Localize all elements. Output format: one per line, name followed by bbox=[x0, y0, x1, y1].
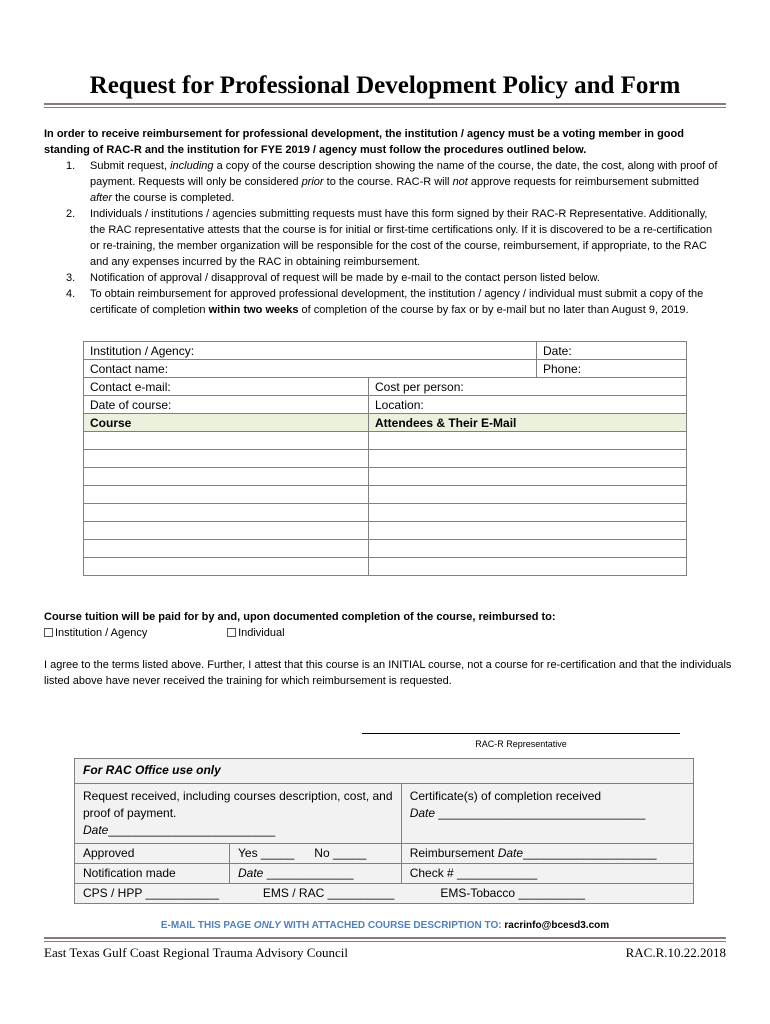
intro-lead: In order to receive reimbursement for professional development, the institution / agency must be a voting member in good standing of RAC-R and the institution for FYE 2019 / agency must follow the procedures outlined below. bbox=[44, 128, 684, 156]
option-institution[interactable]: Institution / Agency bbox=[44, 625, 224, 641]
certificate-cell[interactable]: Certificate(s) of completion received Date _______________________________ bbox=[401, 784, 693, 844]
tuition-section bbox=[44, 609, 556, 641]
checkbox-individual[interactable] bbox=[227, 628, 236, 637]
page-title: Request for Professional Development Policy and Form bbox=[89, 72, 681, 99]
table-row bbox=[84, 432, 687, 450]
reimbursement-date-cell[interactable]: Reimbursement Date____________________ bbox=[401, 844, 693, 864]
date-of-course-field[interactable]: Date of course: bbox=[84, 396, 369, 414]
yes-no-cell[interactable]: Yes _____ No _____ bbox=[230, 844, 402, 864]
footer-rule bbox=[44, 937, 726, 942]
phone-field[interactable]: Phone: bbox=[537, 360, 687, 378]
notification-date-cell[interactable]: Date _____________ bbox=[230, 864, 402, 884]
office-use-table bbox=[74, 758, 694, 904]
table-row bbox=[84, 504, 687, 522]
table-row bbox=[84, 468, 687, 486]
footer-form-code: RAC.R.10.22.2018 bbox=[625, 945, 726, 960]
checkbox-institution[interactable] bbox=[44, 628, 53, 637]
cost-field[interactable]: Cost per person: bbox=[369, 378, 687, 396]
signature-line[interactable] bbox=[362, 733, 680, 734]
check-number-cell[interactable]: Check # ____________ bbox=[401, 864, 693, 884]
notification-label: Notification made bbox=[75, 864, 230, 884]
table-row bbox=[84, 450, 687, 468]
footer-organization: East Texas Gulf Coast Regional Trauma Advisory Council bbox=[44, 945, 348, 960]
approved-label: Approved bbox=[75, 844, 230, 864]
title-rule bbox=[44, 103, 726, 108]
contact-name-field[interactable]: Contact name: bbox=[84, 360, 537, 378]
funding-codes-row[interactable]: CPS / HPP ___________ EMS / RAC __________ EMS-Tobacco __________ bbox=[75, 884, 694, 904]
table-row bbox=[84, 486, 687, 504]
date-field[interactable]: Date: bbox=[537, 342, 687, 360]
email-instruction: E-MAIL THIS PAGE ONLY WITH ATTACHED COURSE DESCRIPTION TO: racrinfo@bcesd3.com bbox=[160, 920, 610, 931]
institution-field[interactable]: Institution / Agency: bbox=[84, 342, 537, 360]
location-field[interactable]: Location: bbox=[369, 396, 687, 414]
list-item: 4. To obtain reimbursement for approved professional development, the institution / agency / individual must submit a copy of the certificate of completion within two weeks of completion of the course by fax or by e-mail but no later than August 9, 2019. bbox=[66, 288, 704, 316]
option-individual[interactable]: Individual bbox=[227, 625, 284, 641]
course-header: Course bbox=[84, 414, 369, 432]
list-item: 3. Notification of approval / disapproval of request will be made by e-mail to the contact person listed below. bbox=[66, 272, 600, 284]
contact-email-field[interactable]: Contact e-mail: bbox=[84, 378, 369, 396]
list-item: 2. Individuals / institutions / agencies submitting requests must have this form signed by their RAC-R Representative. Additionally, the RAC representative attests that the course is for initial or first-time certifications only. If it is discovered to be a re-certification or re-training, the member organization will be responsible for the cost of the course, reimbursement, if appropriate, to the RAC and any expenses incurred by the RAC in obtaining reimbursement. bbox=[66, 208, 713, 268]
email-address-link[interactable]: racrinfo@bcesd3.com bbox=[504, 920, 610, 931]
intro-section bbox=[44, 126, 724, 318]
request-form-table bbox=[83, 341, 687, 576]
list-item: 1. Submit request, including a copy of the course description showing the name of the course, the date, the cost, along with proof of payment. Requests will only be considered prior to the course. RAC-R will not approve requests for reimbursement submitted after the course is completed. bbox=[66, 160, 718, 204]
signature-label: RAC-R Representative bbox=[475, 739, 567, 749]
attendees-header: Attendees & Their E-Mail bbox=[369, 414, 687, 432]
table-row bbox=[84, 540, 687, 558]
table-row bbox=[84, 558, 687, 576]
agreement-text: I agree to the terms listed above. Further, I attest that this course is an INITIAL course, not a course for re-certification and that the individuals listed above have never received the training for which reimbursement is requested. bbox=[44, 659, 732, 687]
request-received-cell[interactable]: Request received, including courses description, cost, and proof of payment. Date_________________________ bbox=[75, 784, 402, 844]
table-row bbox=[84, 522, 687, 540]
procedure-list bbox=[44, 158, 724, 318]
office-heading: For RAC Office use only bbox=[75, 759, 694, 784]
tuition-heading: Course tuition will be paid for by and, upon documented completion of the course, reimbursed to: bbox=[44, 611, 556, 623]
